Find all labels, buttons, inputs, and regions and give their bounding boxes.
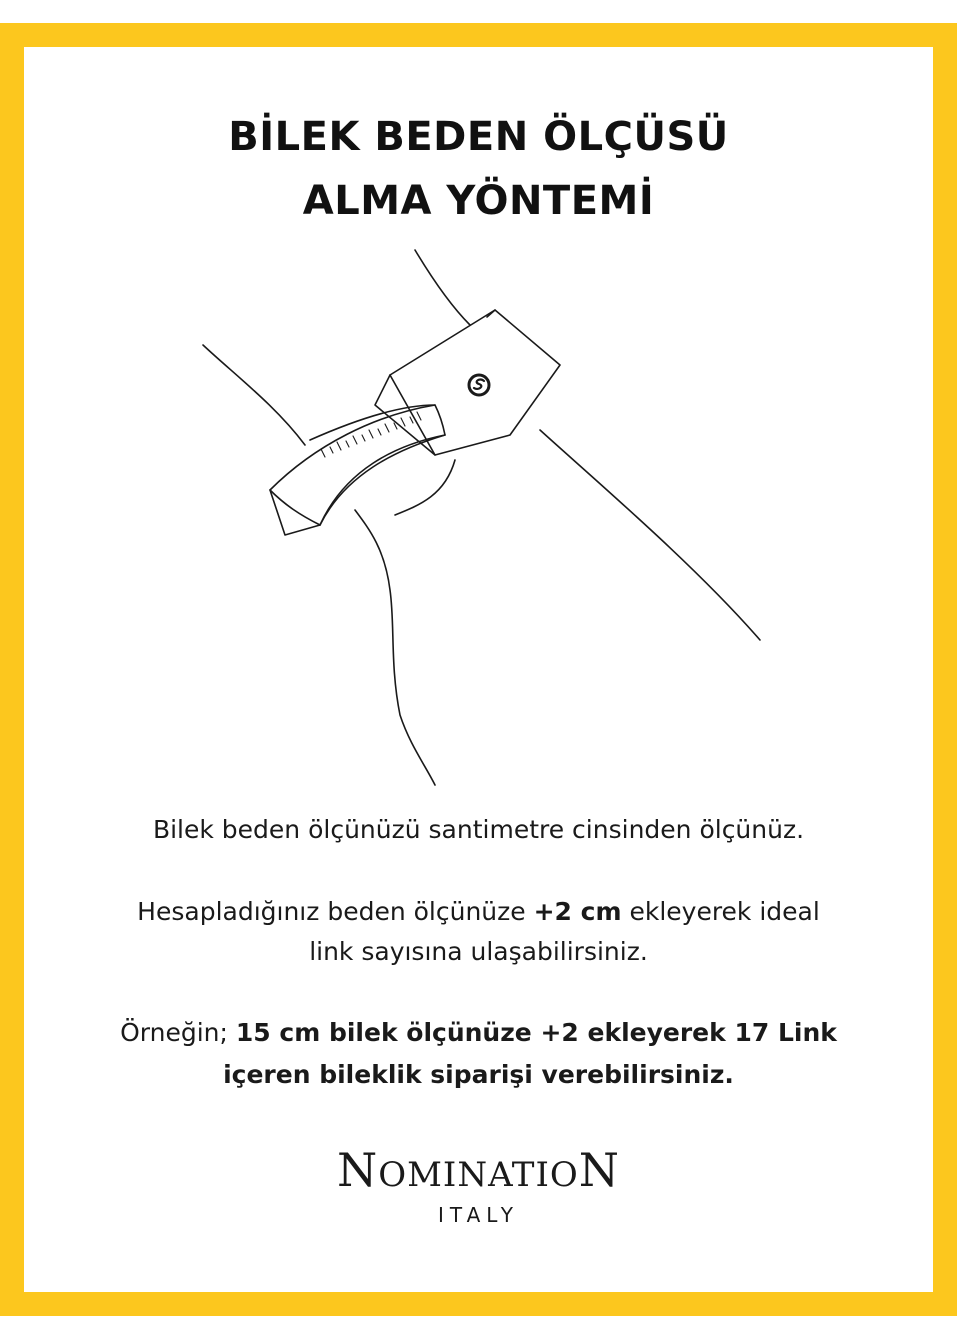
instruction-measure: Bilek beden ölçünüzü santimetre cinsinden ölçünüz. [152,815,805,844]
brand-logo-sub: ITALY [438,1203,519,1227]
instruction-add-2cm-start: Hesapladığınız beden ölçünüze [137,897,534,926]
instruction-example-line2 [60,1055,897,1095]
brand-logo-middle: OMINATIO [378,1155,579,1195]
instruction-example [60,1013,897,1053]
brand-logo-first: N [336,1143,379,1197]
instruction-add-2cm-bold: +2 cm [533,897,622,926]
instruction-example-bold: 15 cm bilek ölçünüze +2 ekleyerek 17 Link [235,1018,837,1047]
instruction-example-line2-bold: içeren bileklik siparişi verebilirsiniz. [223,1060,734,1089]
page-title-line-1: BİLEK BEDEN ÖLÇÜSÜ [228,114,729,160]
wrist-measuring-tape-icon [195,245,775,790]
brand-logo-last: N [578,1143,621,1197]
instruction-example-start: Örneğin; [120,1018,236,1047]
page-title-line-2: ALMA YÖNTEMİ [302,178,655,224]
brand-logo [0,1140,957,1205]
instruction-add-2cm-line2: link sayısına ulaşabilirsiniz. [309,937,648,966]
instruction-add-2cm-end: ekleyerek ideal [621,897,820,926]
instruction-add-2cm [60,892,897,932]
